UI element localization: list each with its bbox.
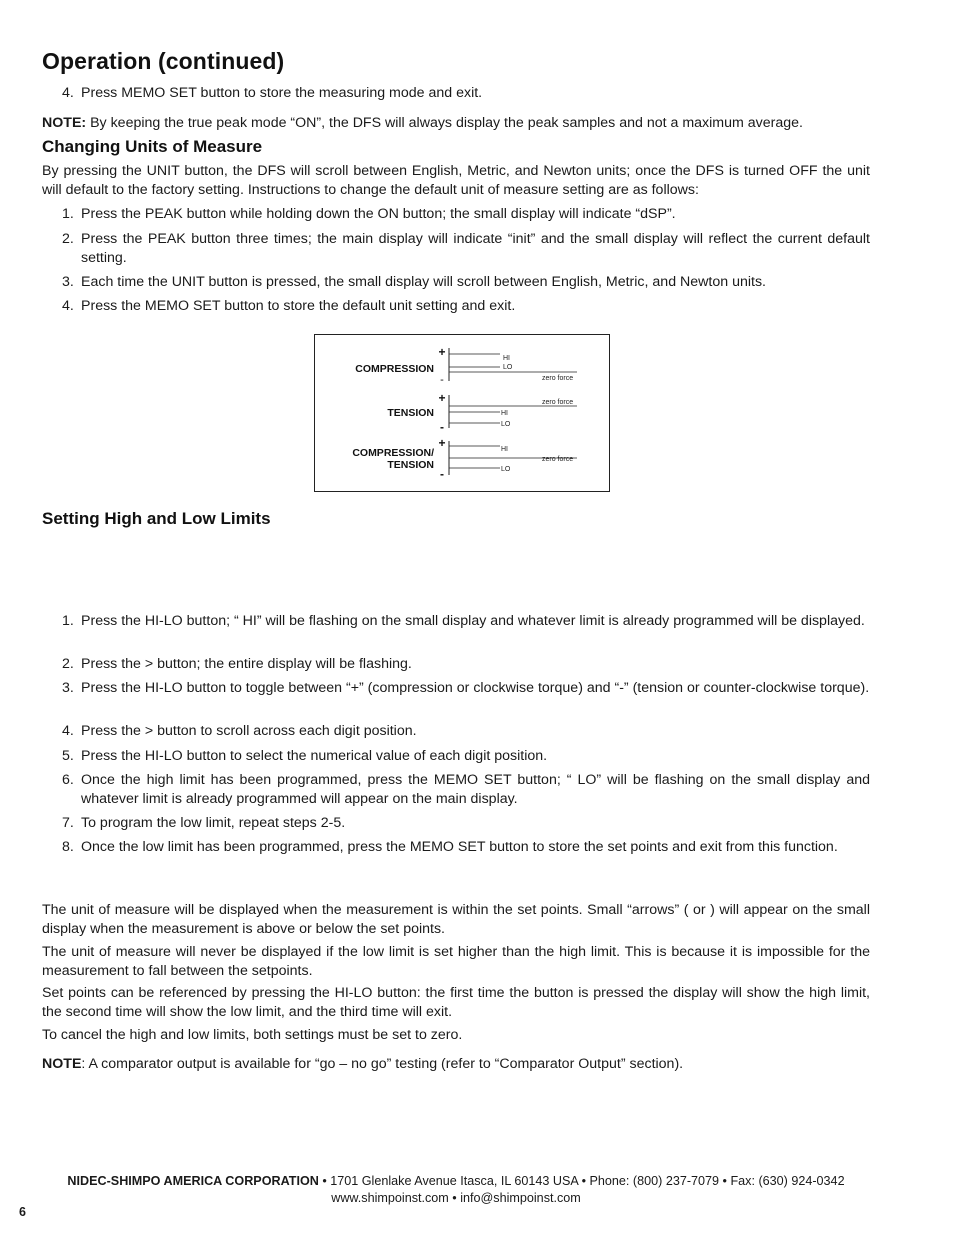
step-number: 4.	[62, 723, 74, 739]
step-text: Press the HI-LO button to select the numerical value of each digit position.	[81, 748, 548, 764]
label-tension: TENSION	[387, 407, 434, 419]
note-text: By keeping the true peak mode “ON”, the DFS will always display the peak samples and not a maximum average.	[86, 115, 803, 131]
units-paragraph: By pressing the UNIT button, the DFS will scroll between English, Metric, and Newton units; once the DFS is turned OFF the unit will default to the factory setting. Instructions to change the default unit of measure setting are as follows:	[42, 163, 870, 198]
plus-sign: +	[438, 345, 446, 359]
footer-web: www.shimpoinst.com • info@shimpoinst.com	[331, 1191, 581, 1205]
section-heading-units: Changing Units of Measure	[42, 137, 263, 156]
section-heading-limits: Setting High and Low Limits	[42, 509, 271, 528]
step-number: 1.	[62, 613, 74, 629]
label-compression-tension-2: TENSION	[387, 459, 434, 471]
note-comparator	[42, 1055, 870, 1074]
limits-paragraph-3: Set points can be referenced by pressing the HI-LO button: the first time the button is pressed the display will show the high limit, the second time will show the low limit, and the third time will exit.	[42, 985, 870, 1020]
step-number: 3.	[62, 274, 74, 290]
footer-company-line	[42, 1174, 870, 1188]
step-number: 8.	[62, 839, 74, 855]
lo-label: LO	[503, 364, 513, 371]
zero-force-label: zero force	[542, 456, 574, 463]
limits-paragraph-4: To cancel the high and low limits, both settings must be set to zero.	[42, 1027, 463, 1043]
step-text: Press the HI-LO button; “ HI” will be flashing on the small display and whatever limit is already programmed will be displayed.	[81, 613, 865, 629]
units-step-3	[62, 273, 870, 292]
step-number: 4.	[62, 298, 74, 314]
minus-sign: -	[440, 420, 444, 434]
step-text: Press the > button to scroll across each digit position.	[81, 723, 417, 739]
limits-step-2	[62, 655, 870, 674]
plus-sign: +	[438, 391, 446, 405]
minus-sign: -	[440, 467, 444, 481]
step-number: 6.	[62, 772, 74, 788]
minus-sign: -	[440, 374, 444, 386]
limits-step-4	[62, 722, 870, 741]
step-text: To program the low limit, repeat steps 2-5.	[81, 815, 346, 831]
limits-step-7	[62, 814, 870, 833]
limits-step-5	[62, 747, 870, 766]
units-step-2	[62, 230, 870, 267]
step-text: Press the > button; the entire display will be flashing.	[81, 656, 412, 672]
step-text: Press the PEAK button while holding down the ON button; the small display will indicate “dSP”.	[81, 206, 676, 222]
zero-force-label: zero force	[542, 399, 574, 406]
limits-paragraph-2: The unit of measure will never be displayed if the low limit is set higher than the high limit. This is because it is impossible for the measurement to fall between the setpoints.	[42, 944, 870, 979]
note-label: NOTE:	[42, 115, 87, 131]
limits-step-3	[62, 679, 870, 698]
lo-label: LO	[501, 466, 511, 473]
hi-label: HI	[503, 355, 510, 362]
step-text: Press MEMO SET button to store the measuring mode and exit.	[81, 85, 483, 101]
step-number: 7.	[62, 815, 74, 831]
step-text: Each time the UNIT button is pressed, the small display will scroll between English, Metric, and Newton units.	[81, 274, 766, 290]
lo-label: LO	[501, 421, 511, 428]
hi-label: HI	[501, 410, 508, 417]
intro-step	[62, 84, 870, 103]
units-step-4	[62, 297, 870, 316]
step-text: Press the PEAK button three times; the main display will indicate “init” and the small display will reflect the current default setting.	[81, 231, 870, 266]
limits-paragraph-1: The unit of measure will be displayed when the measurement is within the set points. Small “arrows” ( or ) will appear on the small display when the measurement is above or below the set points.	[42, 902, 870, 937]
footer-company: NIDEC-SHIMPO AMERICA CORPORATION	[67, 1174, 319, 1188]
units-step-1	[62, 205, 870, 224]
step-number: 4.	[62, 85, 74, 101]
step-number: 2.	[62, 656, 74, 672]
step-text: Press the MEMO SET button to store the default unit setting and exit.	[81, 298, 516, 314]
step-number: 2.	[62, 231, 74, 247]
plus-sign: +	[438, 436, 446, 450]
limits-diagram-svg	[315, 335, 608, 490]
page-number: 6	[19, 1205, 26, 1219]
label-compression: COMPRESSION	[355, 363, 434, 375]
note-text: : A comparator output is available for “go – no go” testing (refer to “Comparator Output” section).	[81, 1056, 684, 1072]
step-number: 3.	[62, 680, 74, 696]
limits-step-6	[62, 771, 870, 808]
limits-step-8	[62, 838, 870, 857]
hi-label: HI	[501, 446, 508, 453]
note-label: NOTE	[42, 1056, 82, 1072]
page-title: Operation (continued)	[42, 48, 285, 74]
limits-diagram	[314, 334, 610, 492]
step-text: Press the HI-LO button to toggle between “+” (compression or clockwise torque) and “-” (tension or counter-clockwise torque).	[81, 680, 870, 696]
zero-force-label: zero force	[542, 375, 574, 382]
note-true-peak	[42, 114, 870, 133]
limits-step-1	[62, 612, 870, 631]
step-number: 5.	[62, 748, 74, 764]
step-number: 1.	[62, 206, 74, 222]
label-compression-tension-1: COMPRESSION/	[352, 447, 434, 459]
step-text: Once the low limit has been programmed, press the MEMO SET button to store the set points and exit from this function.	[81, 839, 838, 855]
footer-address: • 1701 Glenlake Avenue Itasca, IL 60143 USA • Phone: (800) 237-7079 • Fax: (630) 924-0342	[318, 1174, 845, 1188]
step-text: Once the high limit has been programmed, press the MEMO SET button; “ LO” will be flashing on the small display and whatever limit is already programmed will appear on the main display.	[81, 772, 870, 807]
